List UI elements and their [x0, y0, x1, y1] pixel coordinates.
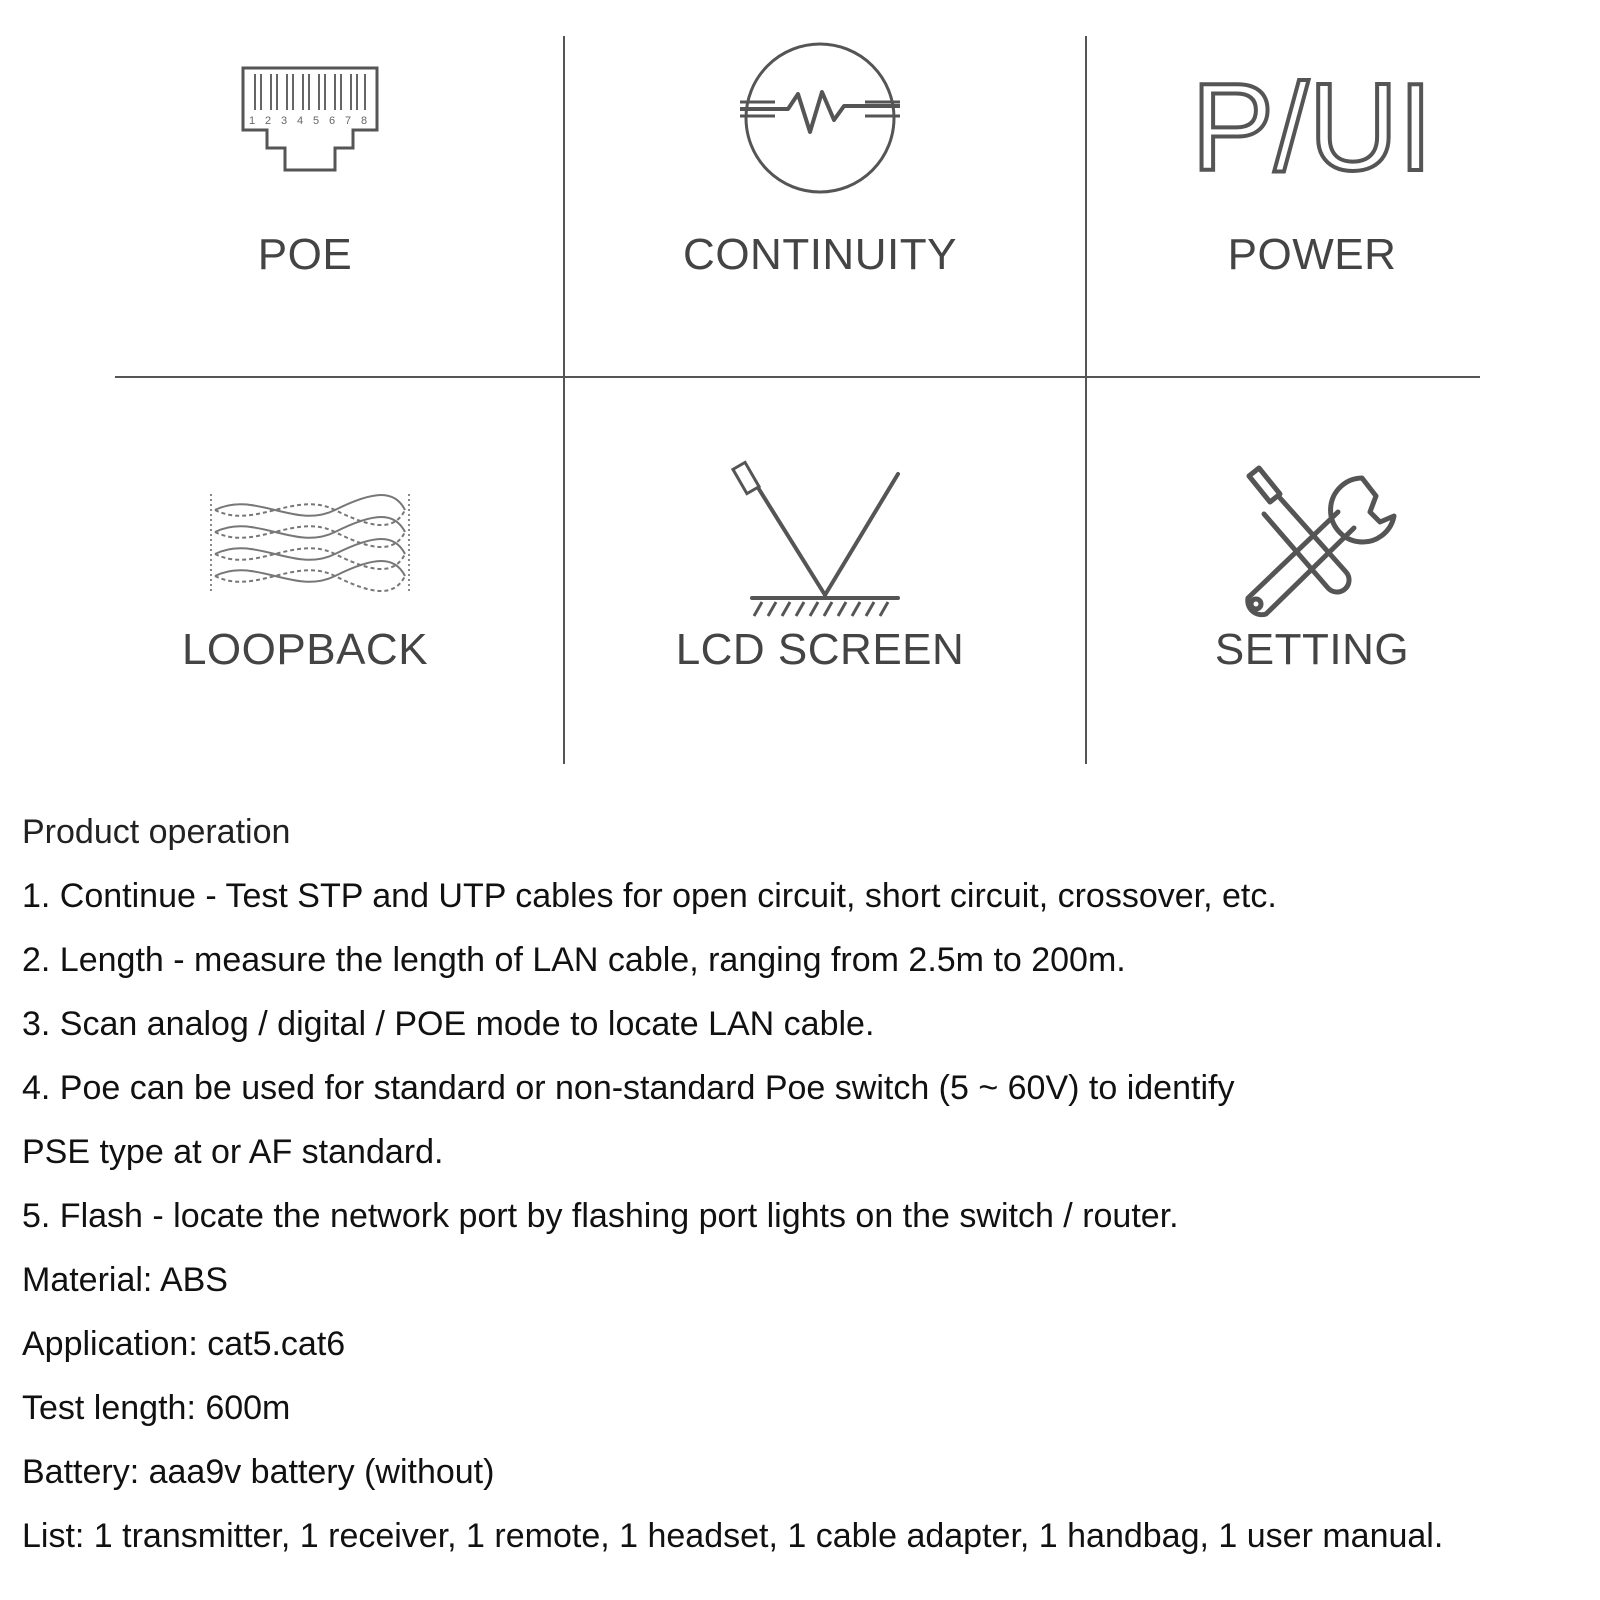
twisted-cable-icon: [125, 420, 485, 620]
description-line: 5. Flash - locate the network port by flashing port lights on the switch / router.: [22, 1197, 1179, 1235]
svg-text:7: 7: [345, 115, 352, 127]
pui-icon-text: P/UI: [1191, 59, 1433, 197]
rj45-port-icon: [125, 40, 485, 240]
grid-divider-vertical-left: [563, 36, 565, 764]
svg-text:1: 1: [249, 115, 256, 127]
feature-label-loopback: LOOPBACK: [181, 625, 429, 674]
svg-text:3: 3: [281, 115, 288, 127]
feature-setting: [1132, 420, 1492, 780]
pui-power-icon: [1132, 40, 1492, 240]
feature-label-power: POWER: [1227, 230, 1397, 279]
svg-text:2: 2: [265, 115, 272, 127]
lcd-reflection-icon: [640, 420, 1000, 620]
svg-text:8: 8: [361, 115, 368, 127]
feature-label-continuity: CONTINUITY: [683, 230, 957, 279]
description-line: 2. Length - measure the length of LAN cable, ranging from 2.5m to 200m.: [22, 941, 1126, 979]
description-line: PSE type at or AF standard.: [22, 1133, 444, 1171]
svg-text:4: 4: [297, 115, 304, 127]
svg-text:6: 6: [329, 115, 336, 127]
description-line: 1. Continue - Test STP and UTP cables for open circuit, short circuit, crossover, etc.: [22, 877, 1277, 915]
spec-battery: Battery: aaa9v battery (without): [22, 1453, 495, 1491]
svg-text:5: 5: [313, 115, 320, 127]
description-line: 4. Poe can be used for standard or non-standard Poe switch (5 ~ 60V) to identify: [22, 1069, 1235, 1107]
feature-label-poe: POE: [257, 230, 353, 279]
continuity-pulse-icon: [640, 40, 1000, 240]
feature-loopback: [125, 420, 485, 780]
product-description: [22, 800, 1592, 1568]
spec-application: Application: cat5.cat6: [22, 1325, 346, 1363]
feature-grid: [0, 0, 1600, 780]
spec-material: Material: ABS: [22, 1261, 228, 1299]
feature-label-lcd-screen: LCD SCREEN: [675, 625, 965, 674]
spec-package-list: List: 1 transmitter, 1 receiver, 1 remote, 1 headset, 1 cable adapter, 1 handbag, 1 user manual.: [22, 1517, 1444, 1555]
description-heading: Product operation: [22, 813, 291, 851]
description-line: 3. Scan analog / digital / POE mode to locate LAN cable.: [22, 1005, 875, 1043]
spec-test-length: Test length: 600m: [22, 1389, 291, 1427]
feature-label-setting: SETTING: [1214, 625, 1410, 674]
feature-poe: [125, 40, 485, 400]
grid-divider-vertical-right: [1085, 36, 1087, 764]
wrench-screwdriver-icon: [1132, 420, 1492, 620]
feature-lcd-screen: [640, 420, 1000, 780]
feature-power: [1132, 40, 1492, 400]
feature-continuity: [640, 40, 1000, 400]
